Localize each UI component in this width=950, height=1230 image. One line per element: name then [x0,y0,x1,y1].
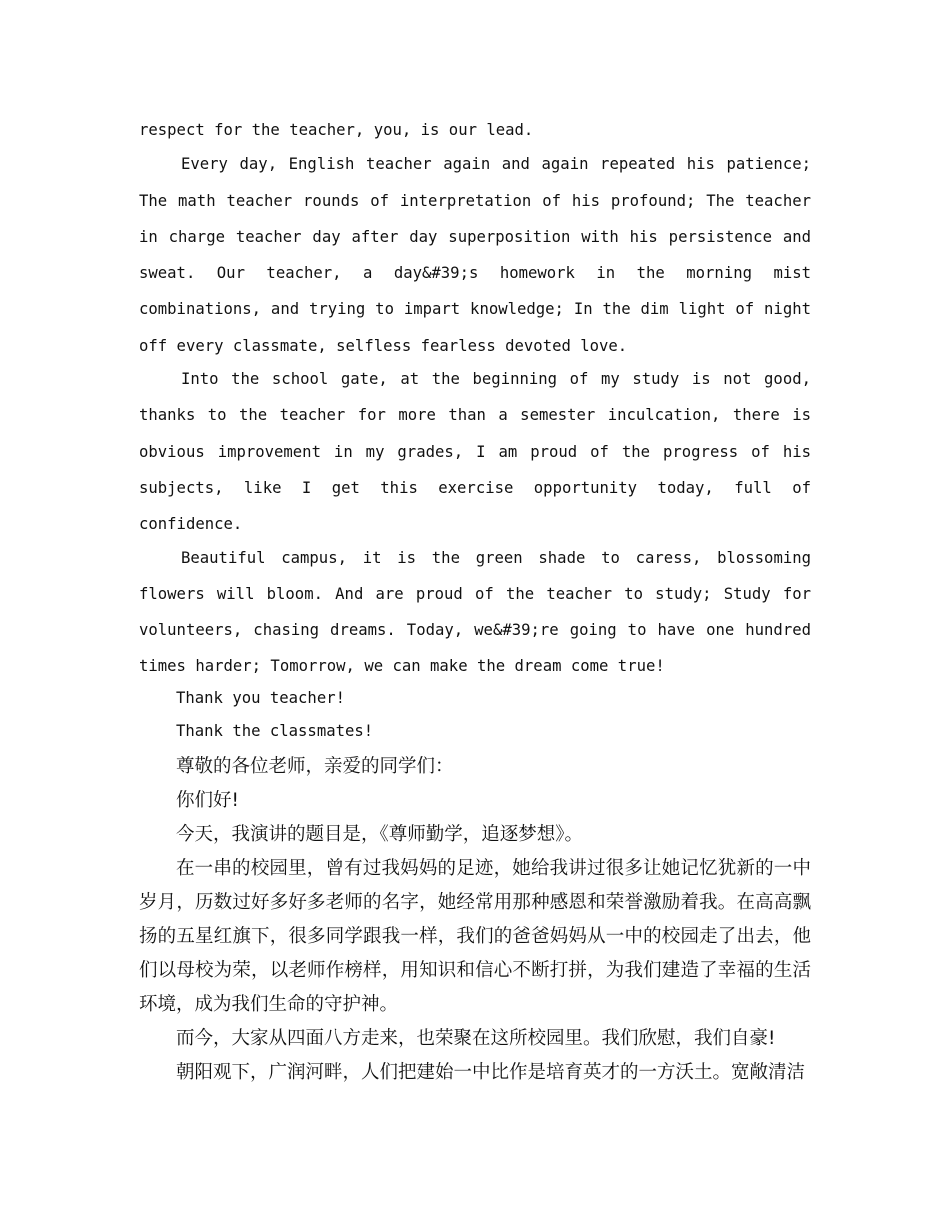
thanks-classmates: Thank the classmates! [176,721,374,740]
paragraph-en-3: Into the school gate, at the beginning of my study is not good, thanks to the teacher for more than a semester inculcation, there is obvious improvement in my grades, I am proud of the progress of his subjects, like I get this exercise opportunity today, full of confidence. [139,370,811,534]
english-section [139,112,811,748]
paragraph-zh-hello: 你们好! [176,790,239,811]
paragraph-zh-greeting: 尊敬的各位老师，亲爱的同学们： [176,756,454,777]
paragraph-zh-morning: 朝阳观下，广润河畔，人们把建始一中比作是培育英才的一方沃土。宽敞清洁 [176,1062,806,1083]
paragraph-en-1: respect for the teacher, you, is our lead. [139,121,534,139]
paragraph-en-4: Beautiful campus, it is the green shade to caress, blossoming flowers will bloom. And are proud of the teacher to study; Study for volunteers, chasing dreams. Today, we&#39;re going to have one hundred times harder; Tomorrow, we can make the dream come true! [139,548,811,676]
paragraph-zh-campus: 在一串的校园里，曾有过我妈妈的足迹，她给我讲过很多让她记忆犹新的一中岁月，历数过好多好多老师的名字，她经常用那种感恩和荣誉激励着我。在高高飘扬的五星红旗下，很多同学跟我一样，我们的爸爸妈妈从一中的校园走了出去，他们以母校为荣，以老师作榜样，用知识和信心不断打拼，为我们建造了幸福的生活环境，成为我们生命的守护神。 [139,858,811,1015]
paragraph-en-2: Every day, English teacher again and again repeated his patience; The math teacher rounds of interpretation of his profound; The teacher in charge teacher day after day superposition with his persistence and sweat. Our teacher, a day&#39;s homework in the morning mist combinations, and trying to impart knowledge; In the dim light of night off every classmate, selfless fearless devoted love. [139,155,811,355]
thanks-teacher: Thank you teacher! [176,688,345,707]
paragraph-zh-now: 而今，大家从四面八方走来，也荣聚在这所校园里。我们欣慰，我们自豪! [176,1028,776,1049]
chinese-section [139,750,811,1090]
paragraph-zh-topic: 今天，我演讲的题目是，《尊师勤学，追逐梦想》。 [176,824,584,845]
